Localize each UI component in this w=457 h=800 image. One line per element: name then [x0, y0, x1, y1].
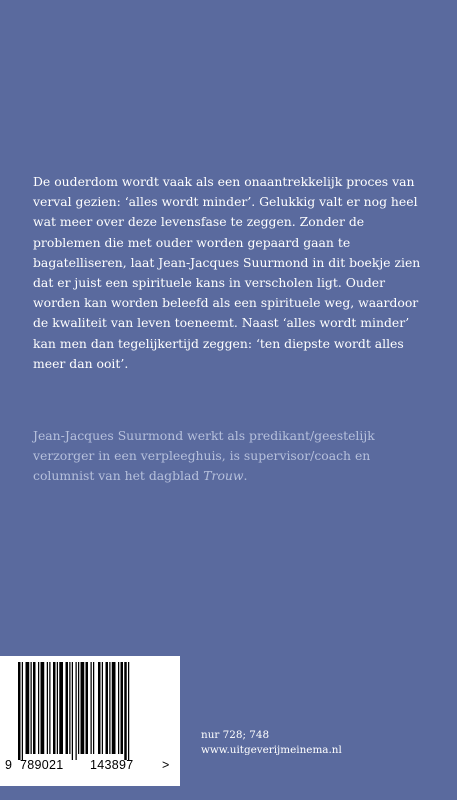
barcode-bar [121, 662, 124, 754]
barcode-bar [81, 662, 85, 754]
barcode-first-digit: 9 [5, 758, 13, 772]
barcode-bar [112, 662, 116, 754]
barcode-bar [78, 662, 79, 754]
barcode-bar [86, 662, 89, 754]
barcode-bar [49, 662, 50, 754]
barcode-number [0, 758, 180, 774]
barcode-bar [18, 662, 21, 760]
barcode-bar [124, 662, 127, 760]
barcode-bar [69, 662, 70, 754]
barcode-bar [53, 662, 56, 754]
barcode-bar [98, 662, 101, 754]
barcode-bar [59, 662, 63, 754]
barcode-bar [118, 662, 119, 754]
barcode-bar [66, 662, 69, 754]
barcode-right-group: 143897 [90, 758, 134, 772]
blurb-paragraph: De ouderdom wordt vaak als een onaantrekkelijk proces van verval gezien: ‘alles wordt minder’. Gelukkig valt er nog heel wat meer over deze levensfase te zeggen. Zonder de problemen die met ouder worden gepaard gaan te bagatelliseren, laat Jean-Jacques Suurmond in dit boekje zien dat er juist een spirituele kans in verscholen ligt. Ouder worden kan worden beleefd als een spirituele weg, waardoor de kwaliteit van leven toeneemt. Naast ‘alles wordt minder’ kan men dan tegelijkertijd zeggen: ‘ten diepste wordt alles meer dan ooit’. [33, 174, 421, 371]
publisher-website: www.uitgeverijmeinema.nl [201, 744, 342, 756]
barcode-bar [91, 662, 92, 754]
barcode-bar [26, 662, 30, 754]
nur-code: nur 728; 748 [201, 729, 270, 741]
barcode-bar [22, 662, 23, 760]
barcode-left-group: 789021 [20, 758, 64, 772]
barcode-bar [41, 662, 45, 754]
barcode-bar [57, 662, 58, 754]
barcode-bar [106, 662, 109, 754]
barcode [0, 656, 180, 786]
author-bio-text: Jean-Jacques Suurmond werkt als predikant/geestelijk verzorger in een verpleeghuis, is supervisor/coach en columnist van het dagblad [33, 428, 375, 484]
publisher-info [201, 728, 342, 758]
barcode-bar [72, 662, 73, 760]
author-bio [33, 426, 428, 487]
barcode-bar [76, 662, 77, 760]
author-bio-end: . [243, 468, 248, 484]
barcode-bar [47, 662, 48, 754]
barcode-bars [0, 656, 180, 760]
barcode-bar [102, 662, 103, 754]
barcode-bar [109, 662, 110, 754]
barcode-bar [31, 662, 32, 754]
barcode-bar [93, 662, 94, 754]
barcode-arrow: > [162, 758, 170, 772]
barcode-bar [38, 662, 39, 754]
newspaper-name: Trouw [203, 468, 244, 484]
barcode-bar [128, 662, 129, 760]
barcode-bar [33, 662, 36, 754]
